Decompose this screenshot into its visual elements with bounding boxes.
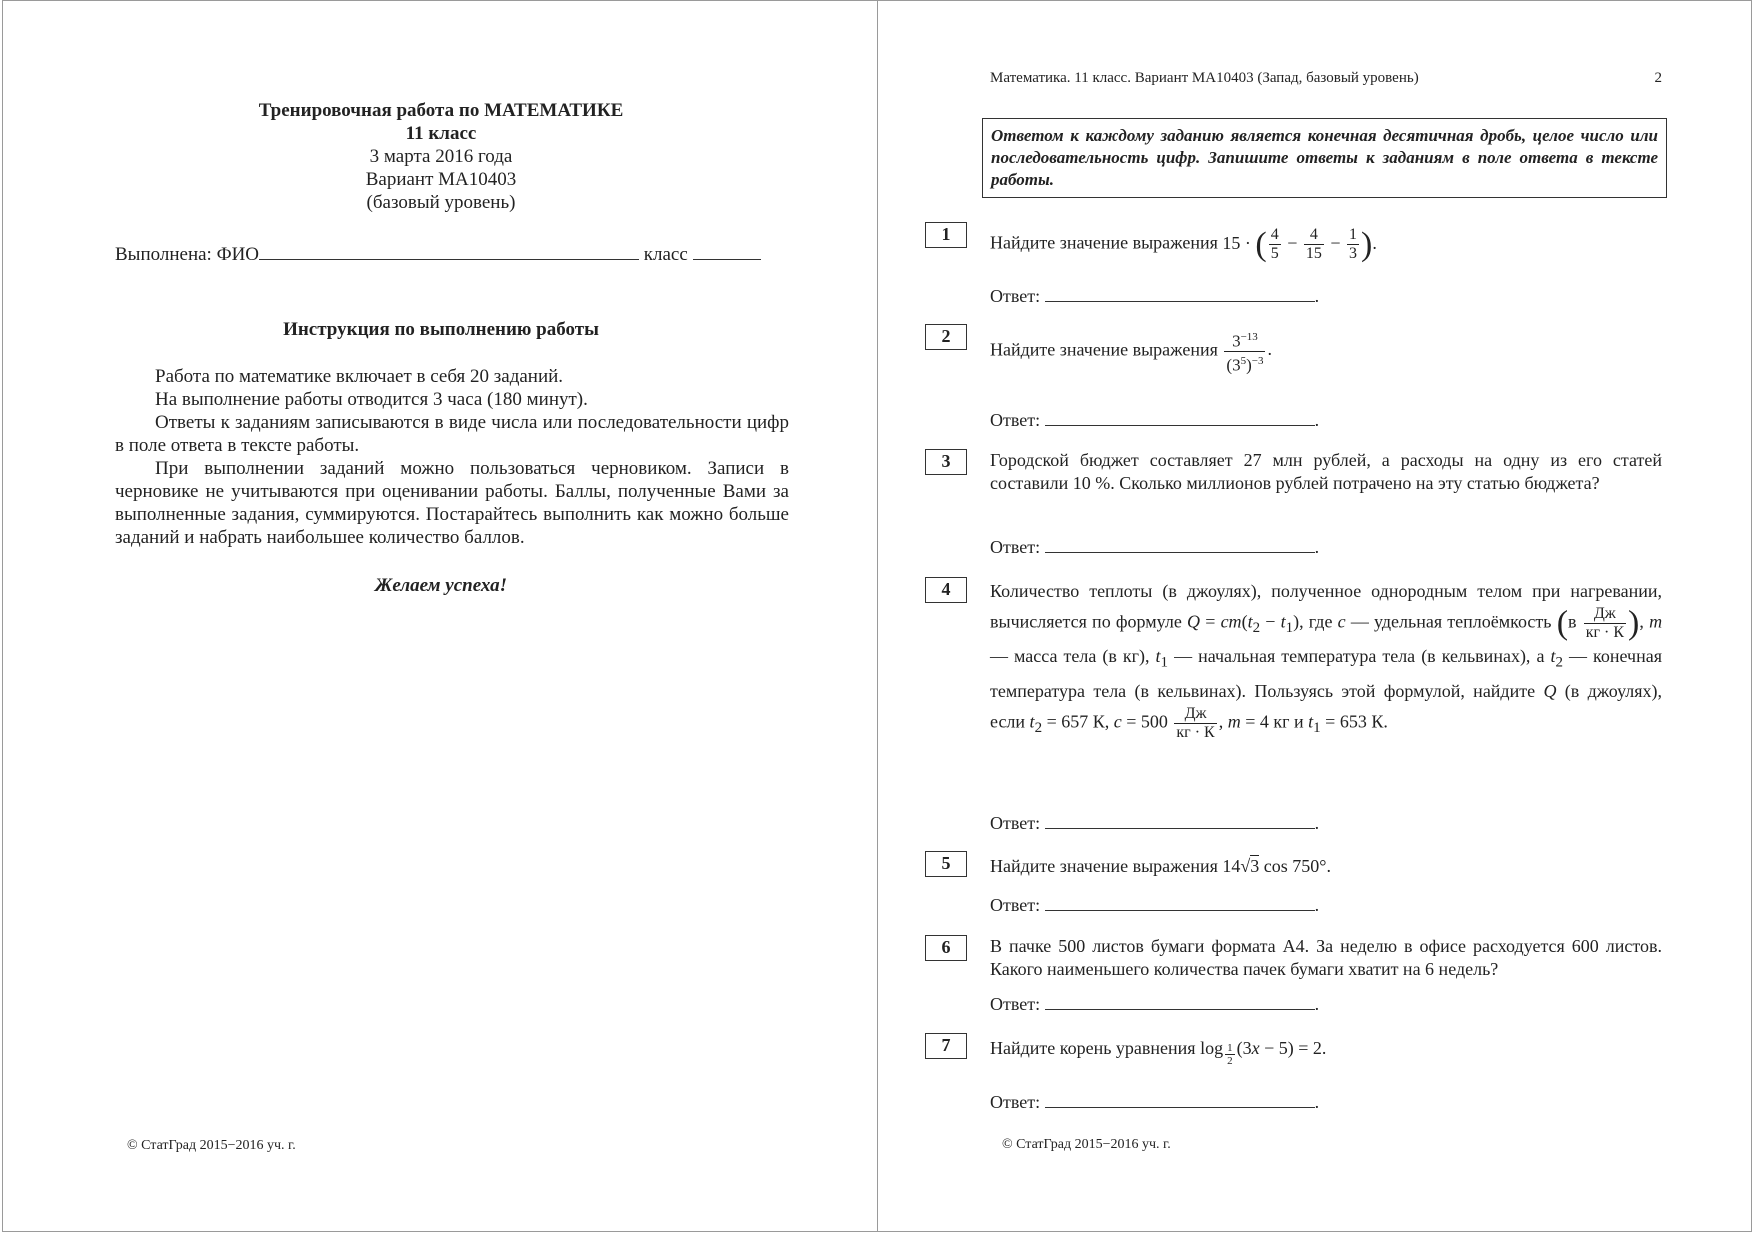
answer-field[interactable] bbox=[1045, 995, 1315, 1010]
instruction-paragraph: При выполнении заданий можно пользоваться черновиком. Записи в черновике не учитываются при оценивании работы. Баллы, полученные Вами за выполненные задания, суммируются. Постарайтесь выполнить как можно больше заданий и набрать наибольшее количество баллов. bbox=[115, 458, 789, 548]
answer-label: Ответ: bbox=[990, 410, 1041, 430]
instruction-paragraph: Работа по математике включает в себя 20 заданий. bbox=[155, 366, 564, 387]
answer-row-5: Ответ: . bbox=[990, 895, 1320, 915]
answer-field[interactable] bbox=[1045, 411, 1315, 426]
title-level: (базовый уровень) bbox=[366, 192, 516, 213]
task-number: 6 bbox=[925, 935, 967, 961]
answer-row-6: Ответ: . bbox=[990, 994, 1320, 1014]
task-text: Количество теплоты (в джоулях), полученное однородным телом при нагревании, вычисляется по формуле bbox=[990, 581, 1662, 632]
wish-text: Желаем успеха! bbox=[374, 575, 508, 596]
title-date: 3 марта 2016 года bbox=[369, 146, 513, 167]
task-text: Городской бюджет составляет 27 млн рублей, а расходы на одну из его статей составили 10 %. Сколько миллионов рублей потрачено на эту статью бюджета? bbox=[990, 450, 1662, 493]
answer-row-1: Ответ: . bbox=[990, 286, 1320, 306]
task-number: 4 bbox=[925, 577, 967, 603]
t4-q-in: (в джоулях), если bbox=[990, 680, 1663, 732]
title-block bbox=[3, 99, 879, 214]
t4-c-val: = 500 bbox=[1126, 711, 1168, 732]
task-text: В пачке 500 листов бумаги формата А4. За неделю в офисе расходуется 600 листов. Какого наименьшего количества пачек бумаги хватит на 6 недель? bbox=[990, 936, 1662, 979]
task-text: Найдите значение выражения bbox=[990, 339, 1218, 360]
title-line-1: Тренировочная работа по МАТЕМАТИКЕ bbox=[258, 100, 624, 121]
instruction-paragraph: Ответы к заданиям записываются в виде числа или последовательности цифр в поле ответа в тексте работы. bbox=[115, 412, 789, 456]
answer-label: Ответ: bbox=[990, 286, 1041, 306]
answer-field[interactable] bbox=[1045, 896, 1315, 911]
fio-row bbox=[115, 244, 761, 266]
copyright-right: © СтатГрад 2015−2016 уч. г. bbox=[1002, 1137, 1171, 1152]
task-5 bbox=[941, 851, 1662, 878]
formula: 15 · ( $\frac{4}{5}$ − $\frac{4}{15}$ − $\frac{1}{3}$ ). bbox=[1222, 225, 1377, 263]
t4-where: , где bbox=[1299, 611, 1333, 632]
task-text: Найдите значение выражения bbox=[990, 232, 1218, 253]
page-header bbox=[990, 70, 1662, 87]
answer-label: Ответ: bbox=[990, 1092, 1041, 1112]
t4-t1-def: — начальная температура тела (в кельвинах), а bbox=[1174, 646, 1545, 667]
answer-field[interactable] bbox=[1045, 1093, 1315, 1108]
left-page bbox=[2, 0, 878, 1232]
t4-m-val: = 4 кг и bbox=[1245, 711, 1304, 732]
instructions bbox=[115, 365, 789, 549]
fio-field[interactable] bbox=[259, 245, 639, 260]
title-line-2: 11 класс bbox=[405, 123, 477, 144]
task-1 bbox=[941, 222, 1662, 263]
answer-notice: Ответом к каждому заданию является конечная десятичная дробь, целое число или последовательность цифр. Запишите ответы к заданиям в поле ответа в тексте работы. bbox=[982, 118, 1667, 198]
task-text: Найдите значение выражения bbox=[990, 856, 1218, 876]
class-field[interactable] bbox=[693, 245, 761, 260]
task-text: Найдите корень уравнения bbox=[990, 1038, 1196, 1058]
t4-in: в bbox=[1568, 611, 1577, 632]
task-4: 4 Количество теплоты (в джоулях), полученное однородным телом при нагревании, вычисляется по формуле $Q = cm(t_2 - t_1)$, где c — удельная теплоёмкость (в $\frac{Дж}{кг \cdot К}$ ), m — масса тела (в кг), $t_1$ — начальная температура тела (в кельвинах), а $t_2$ — конечная температура тела (в кельвинах). Пользуясь этой формулой, найдите Q (в джоулях), если $t_2 = 657$ К, c = 500 $\frac{Дж}{кг \cdot К}$ , m = 4 кг и $t_1 = 653$ К. bbox=[990, 577, 1662, 742]
answer-field[interactable] bbox=[1045, 287, 1315, 302]
formula: 14√3 cos 750°. bbox=[1222, 856, 1331, 876]
t4-t1-val: = 653 К. bbox=[1325, 711, 1388, 732]
fio-label: Выполнена: ФИО bbox=[115, 244, 260, 265]
answer-row-4: Ответ: . bbox=[990, 813, 1320, 833]
task-number: 7 bbox=[925, 1033, 967, 1059]
formula: log $_{\frac{1}{2}}$ (3x − 5) = 2. bbox=[1200, 1038, 1327, 1067]
title-variant: Вариант МА10403 bbox=[365, 169, 517, 190]
answer-label: Ответ: bbox=[990, 537, 1041, 557]
t4-m-def: — масса тела (в кг), bbox=[990, 646, 1150, 667]
answer-row-7: Ответ: . bbox=[990, 1092, 1320, 1112]
answer-field[interactable] bbox=[1045, 814, 1315, 829]
formula: $\frac{3^{-13}}{(3^5)^{-3}}$ . bbox=[1222, 339, 1272, 359]
task-6 bbox=[941, 935, 1662, 981]
answer-label: Ответ: bbox=[990, 895, 1041, 915]
t4-c-def: — удельная теплоёмкость bbox=[1350, 611, 1552, 632]
task-3 bbox=[941, 449, 1662, 495]
answer-field[interactable] bbox=[1045, 538, 1315, 553]
copyright-left: © СтатГрад 2015−2016 уч. г. bbox=[127, 1138, 296, 1153]
class-label: класс bbox=[643, 244, 688, 265]
instruction-title: Инструкция по выполнению работы bbox=[283, 319, 599, 340]
task-number: 2 bbox=[925, 324, 967, 350]
task-number: 5 bbox=[925, 851, 967, 877]
unit-denominator: кг · К bbox=[1176, 723, 1215, 741]
task-2 bbox=[941, 324, 1662, 375]
answer-label: Ответ: bbox=[990, 813, 1041, 833]
header-text: Математика. 11 класс. Вариант МА10403 (Запад, базовый уровень) bbox=[990, 70, 1419, 86]
task-number: 3 bbox=[925, 449, 967, 475]
unit-numerator: Дж bbox=[1584, 605, 1626, 624]
unit-denominator: кг · К bbox=[1585, 624, 1625, 641]
answer-row-2: Ответ: . bbox=[990, 410, 1320, 430]
answer-label: Ответ: bbox=[990, 994, 1041, 1014]
task-number: 1 bbox=[925, 222, 967, 248]
t4-t2-val: = 657 К, bbox=[1046, 711, 1110, 732]
t4-t2-def: — конечная температура тела (в кельвинах). Пользуясь этой формулой, найдите bbox=[990, 646, 1663, 701]
answer-row-3: Ответ: . bbox=[990, 537, 1320, 557]
unit-numerator: Дж bbox=[1174, 705, 1216, 724]
instruction-paragraph: На выполнение работы отводится 3 часа (180 минут). bbox=[155, 389, 588, 410]
task-7 bbox=[941, 1033, 1662, 1067]
page-number: 2 bbox=[1654, 70, 1662, 86]
